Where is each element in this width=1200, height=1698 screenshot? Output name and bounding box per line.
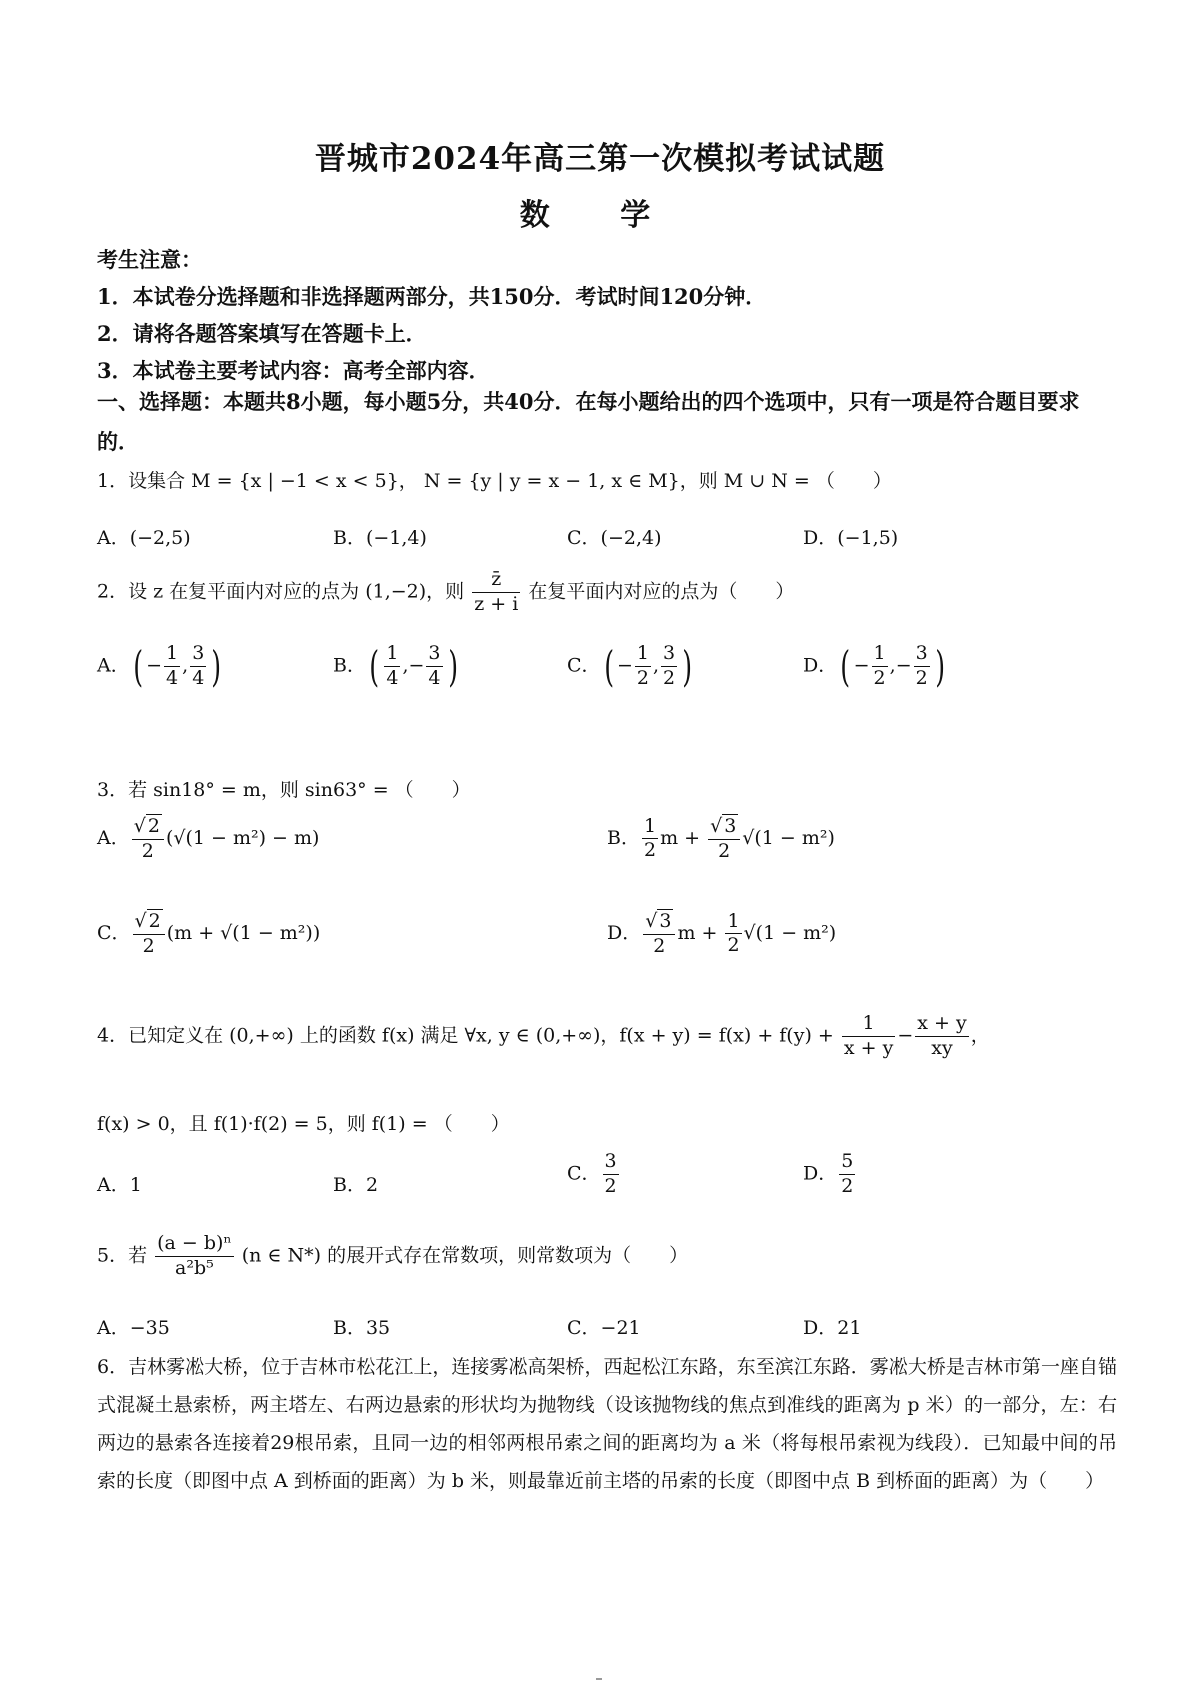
fraction-den: z + i [474,592,519,615]
q5-fraction [155,1232,234,1281]
q3-option-d: D． $\frac{√ 3}{2}$ m + $\frac{1}{2}$ √(1 − m²) [607,909,837,957]
question-5 [97,1232,688,1281]
fraction-num: 1 [384,642,400,667]
notice-item-3: 3．本试卷主要考试内容：高考全部内容． [97,358,490,383]
subject-title: 数 学 [519,198,681,233]
fraction-den: 4 [428,667,441,689]
sign: − [146,654,163,677]
option-label: C． [567,654,601,677]
fraction-den: 2 [873,667,886,689]
q1-option-c: C．(−2,4) [567,527,662,549]
question-2-pre: 2．设 z 在复平面内对应的点为 (1,−2)，则 [97,580,465,603]
q2-option-b: B．( $\frac{1}{4}$ ,− $\frac{3}{4}$ ) [333,642,458,691]
q5-option-b: B．35 [333,1317,391,1339]
q4-fraction-2 [915,1012,968,1061]
option-label: B． [333,654,366,677]
question-5-post: (n ∈ N*) 的展开式存在常数项，则常数项为（ ） [241,1244,689,1267]
option-body: (√(1 − m²) − m) [165,826,320,849]
option-label: C． [97,921,131,944]
fraction-num: 5 [839,1150,855,1175]
fraction-num: x + y [915,1012,968,1037]
option-label: A． [97,826,130,849]
fraction-num: 3 [661,642,677,667]
exam-title: 晋城市2024年高三第一次模拟考试试题 [314,141,886,177]
section-heading: 一、选择题：本题共8小题，每小题5分，共40分．在每小题给出的四个选项中，只有一项是符合题目要求的． [97,389,1080,454]
fraction-den: 2 [636,667,649,689]
fraction-num: (a − b)ⁿ [155,1232,234,1257]
notice-item-1: 1．本试卷分选择题和非选择题两部分，共150分．考试时间120分钟． [97,284,767,309]
q4-option-b: B．2 [333,1174,379,1196]
fraction-num: 1 [872,642,888,667]
option-label: D． [607,921,642,944]
option-label: B． [607,826,640,849]
q5-option-d: D．21 [803,1317,862,1339]
fraction-num: 3 [426,642,442,667]
fraction-den: 2 [915,667,928,689]
question-1 [97,466,892,493]
fraction-num: 3 [603,1150,619,1175]
q1-option-b: B．(−1,4) [333,527,427,549]
fraction-den: 4 [386,667,399,689]
question-4: 4．已知定义在 (0,+∞) 上的函数 f(x) 满足 ∀x, y ∈ (0,+∞)，f(x + y) = f(x) + f(y) + $\frac{1}{x + y}$ − $\frac{x + y}{xy}$ ， [97,1012,990,1059]
footer-mark [596,1678,602,1680]
fraction-den: 4 [166,667,179,689]
q2-option-d: D．( − $\frac{1}{2}$ ,− $\frac{3}{2}$ ) [803,642,945,691]
q2-option-a: A．( − $\frac{1}{4}$ , $\frac{3}{4}$ ) [97,642,222,691]
question-4-pre: 4．已知定义在 (0,+∞) 上的函数 f(x) 满足 ∀x, y ∈ (0,+∞)，f(x + y) = f(x) + f(y) + [97,1024,834,1047]
option-body: (m + √(1 − m²)) [166,921,321,944]
q4-option-d [803,1150,857,1199]
question-1-text: M = {x | −1 < x < 5}， N = {y | y = x − 1, x ∈ M}，则 M ∪ N = （ ） [191,470,892,492]
fraction-num: 3 [190,642,206,667]
fraction-den: 2 [604,1174,617,1197]
option-label: D． [803,1162,838,1185]
question-1-no: 1．设集合 [97,470,186,492]
fraction-den: 2 [841,1174,854,1197]
fraction-num: 1 [635,642,651,667]
sign: − [616,654,633,677]
fraction-num: z̄ [472,568,520,593]
question-5-pre: 5．若 [97,1244,148,1267]
q4-option-c [567,1150,621,1199]
fraction-den: x + y [843,1036,894,1059]
fraction-num: 1 [164,642,180,667]
option-label: C． [567,1162,601,1185]
option-label: A． [97,654,130,677]
question-3: 3．若 sin18° = m，则 sin63° = （ ） [97,779,471,801]
question-4-line-2: f(x) > 0，且 f(1)·f(2) = 5，则 f(1) = （ ） [97,1113,510,1135]
fraction-num: 3 [914,642,930,667]
q3-option-c: C． $\frac{√ 2}{2}$ (m + √(1 − m²)) [97,910,321,957]
question-2 [97,568,794,617]
question-2-fraction [472,568,520,617]
question-2-post: 在复平面内对应的点为（ ） [528,580,795,603]
q2-option-c: C．( − $\frac{1}{2}$ , $\frac{3}{2}$ ) [567,642,693,691]
q1-option-d: D．(−1,5) [803,527,899,549]
sign: − [895,654,912,677]
question-6: 6．吉林雾凇大桥，位于吉林市松花江上，连接雾凇高架桥，西起松江东路，东至滨江东路．雾凇大桥是吉林市第一座自锚式混凝土悬索桥，两主塔左、右两边悬索的形状均为抛物线（设该抛物线的焦点到准线的距离为 p 米）的一部分，左：右两边的悬索各连接着29根吊索，且同一边的相邻两根吊索之间的距离均为 a 米（将每根吊索视为线段）．已知最中间的吊索的长度（即图中点 A 到桥面的距离）为 b 米，则最靠近前主塔的吊索的长度（即图中点 B 到桥面的距离）为（ ） [97,1356,1117,1492]
q1-option-a: A．(−2,5) [97,527,191,549]
q5-option-c: C．−21 [567,1317,641,1339]
q3-option-b: B． $\frac{1}{2}$ m + $\frac{√ 3}{2}$ √(1 − m²) [607,814,835,862]
q4-fraction-1 [842,1012,895,1061]
fraction-den: a²b⁵ [175,1256,214,1279]
sign: − [853,654,870,677]
sign: − [408,654,425,677]
q4-option-a: A．1 [97,1174,142,1196]
fraction-den: 2 [663,667,676,689]
q5-option-a: A．−35 [97,1317,170,1339]
fraction-den: xy [931,1036,953,1059]
option-label: D． [803,654,838,677]
fraction-num: 1 [842,1012,895,1037]
fraction-den: 4 [192,667,205,689]
q3-option-a: A． $\frac{√ 2}{2}$ (√(1 − m²) − m) [97,815,320,862]
notice-heading: 考生注意： [97,247,202,272]
notice-item-2: 2．请将各题答案填写在答题卡上． [97,321,427,346]
